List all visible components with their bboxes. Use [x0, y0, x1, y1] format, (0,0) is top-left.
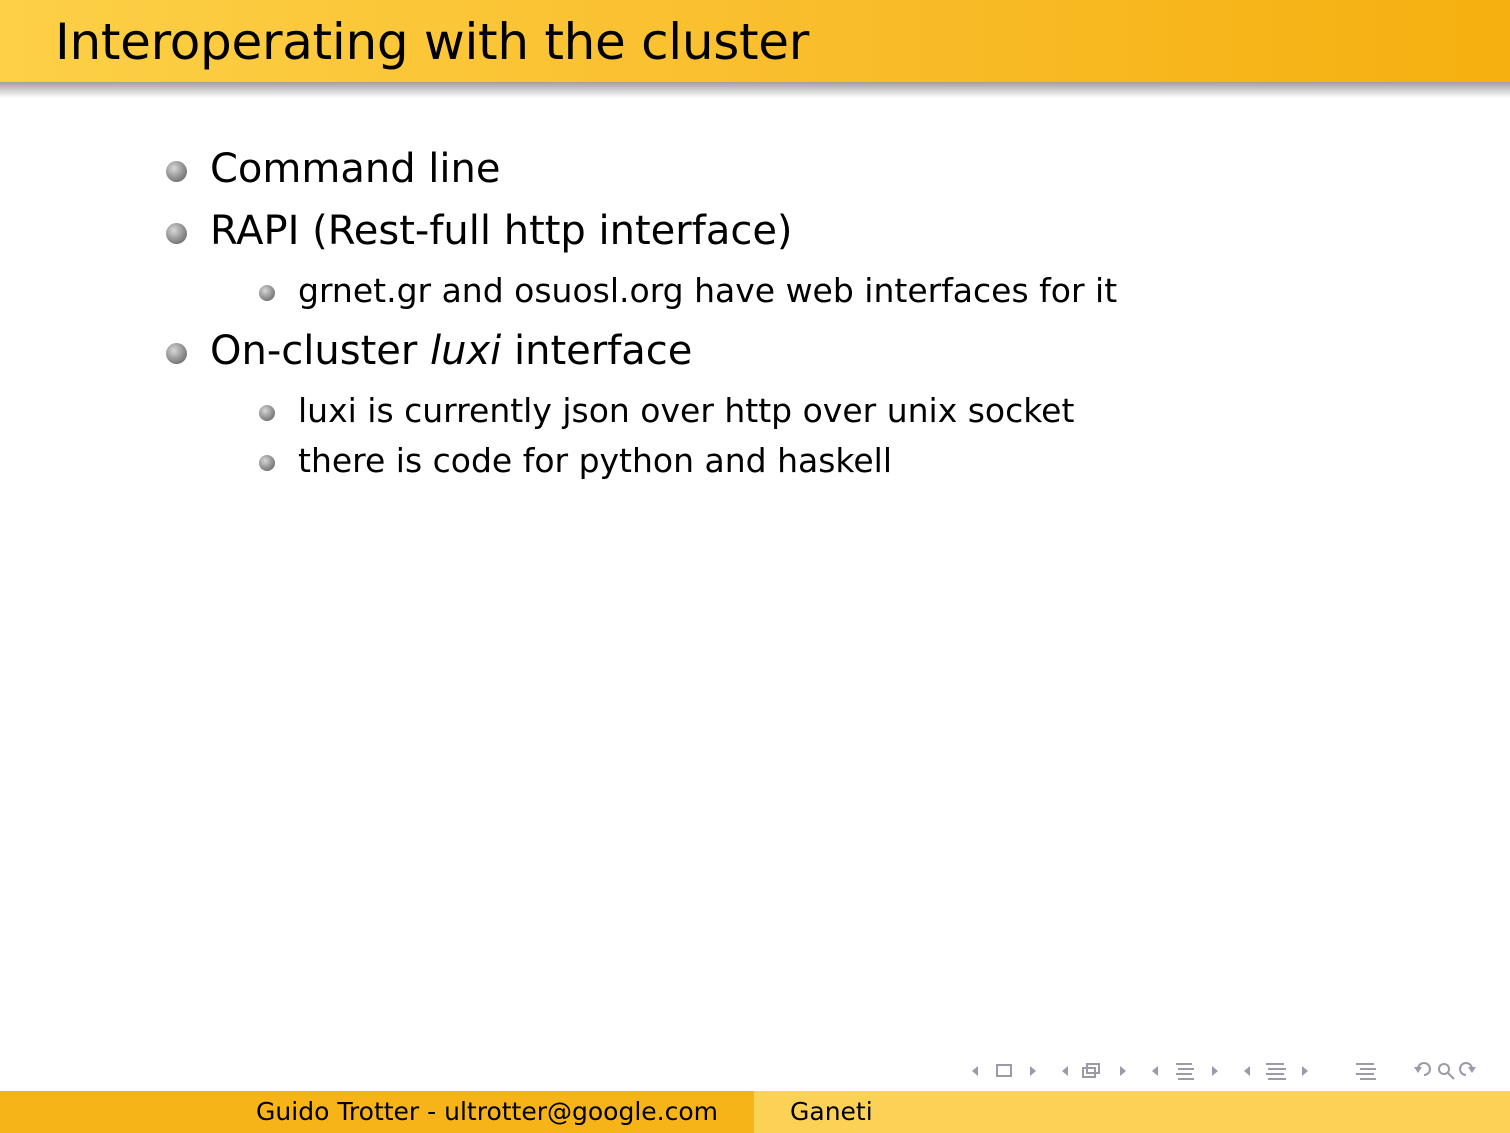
- list-item-text: On-cluster: [210, 328, 431, 374]
- list-item: [210, 327, 692, 375]
- slide-title: Interoperating with the cluster: [55, 13, 810, 71]
- footer-left-panel: [0, 1091, 754, 1133]
- sub-list-item: grnet.gr and osuosl.org have web interfaces for it: [298, 271, 1118, 310]
- list-item: Command line: [210, 146, 501, 192]
- bullet-icon: [166, 343, 187, 364]
- sub-bullet-icon: [259, 285, 275, 301]
- footer: [0, 1091, 1510, 1133]
- search-icon[interactable]: [1439, 1064, 1454, 1079]
- nav-left-arrow[interactable]: [1244, 1066, 1250, 1076]
- navigation-bar: [966, 1059, 1496, 1083]
- nav-left-arrow[interactable]: [1062, 1066, 1068, 1076]
- subsection-icon[interactable]: [1083, 1064, 1099, 1077]
- nav-right-arrow[interactable]: [1120, 1066, 1126, 1076]
- list-item-text: interface: [501, 328, 693, 374]
- sub-bullet-icon: [259, 405, 275, 421]
- footer-short-title: Ganeti: [790, 1097, 873, 1126]
- section-icon[interactable]: [1176, 1064, 1194, 1079]
- nav-left-arrow[interactable]: [1152, 1066, 1158, 1076]
- forward-icon[interactable]: [1460, 1063, 1476, 1075]
- back-icon[interactable]: [1414, 1063, 1430, 1075]
- title-shadow: [0, 82, 1510, 98]
- list-item: RAPI (Rest-full http interface): [210, 208, 793, 254]
- presentation-icon[interactable]: [1266, 1064, 1286, 1079]
- title-bar: [0, 0, 1510, 82]
- bullet-icon: [166, 223, 187, 244]
- footer-author: Guido Trotter - ultrotter@google.com: [256, 1097, 718, 1126]
- nav-left-arrow[interactable]: [972, 1066, 978, 1076]
- toc-icon[interactable]: [1356, 1064, 1376, 1079]
- bullet-icon: [166, 161, 187, 182]
- nav-right-arrow[interactable]: [1212, 1066, 1218, 1076]
- sub-list-item: there is code for python and haskell: [298, 441, 892, 480]
- list-item-emphasis: luxi: [430, 328, 502, 374]
- nav-right-arrow[interactable]: [1302, 1066, 1308, 1076]
- frame-icon[interactable]: [997, 1065, 1011, 1076]
- nav-right-arrow[interactable]: [1030, 1066, 1036, 1076]
- sub-list-item: luxi is currently json over http over unix socket: [298, 391, 1075, 430]
- sub-bullet-icon: [259, 455, 275, 471]
- footer-right-panel: [754, 1091, 1510, 1133]
